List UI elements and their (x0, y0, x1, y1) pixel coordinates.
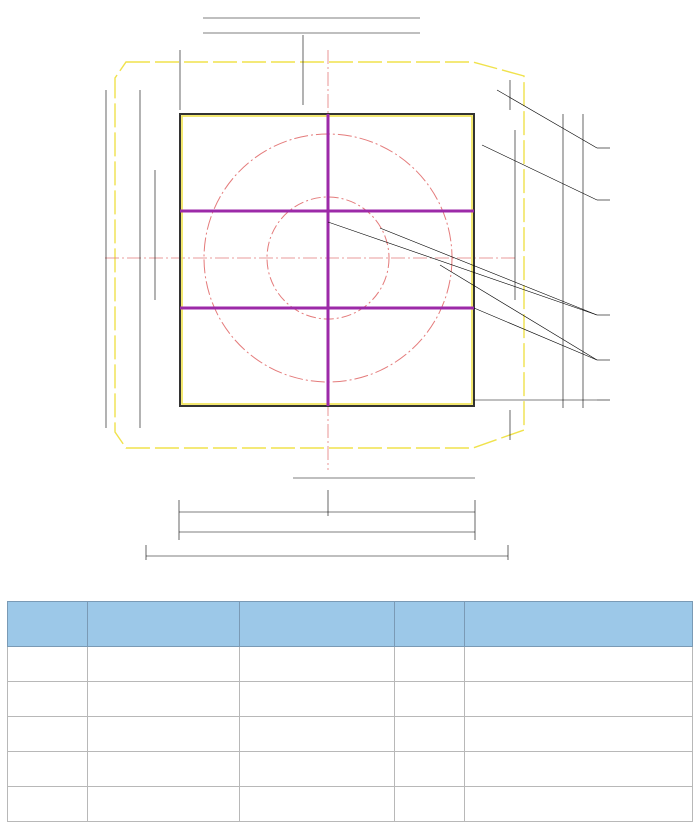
cell-name (240, 787, 395, 822)
table-row (8, 787, 693, 822)
table-row (8, 752, 693, 787)
cell-item (8, 787, 88, 822)
cell-qty (395, 787, 465, 822)
header-code (88, 602, 240, 647)
cell-qty (395, 717, 465, 752)
cell-material (465, 787, 693, 822)
cell-name (240, 682, 395, 717)
table-row (8, 647, 693, 682)
deck-outline (115, 62, 524, 448)
header-name (240, 602, 395, 647)
cell-material (465, 717, 693, 752)
cell-material (465, 647, 693, 682)
parts-list-table (7, 601, 693, 822)
cell-material (465, 752, 693, 787)
cell-qty (395, 647, 465, 682)
cell-code (88, 647, 240, 682)
cell-item (8, 717, 88, 752)
cell-code (88, 682, 240, 717)
cell-name (240, 752, 395, 787)
cell-code (88, 717, 240, 752)
cell-qty (395, 752, 465, 787)
table-header-row (8, 602, 693, 647)
header-qty (395, 602, 465, 647)
header-material (465, 602, 693, 647)
table-row (8, 717, 693, 752)
table-row (8, 682, 693, 717)
cell-qty (395, 682, 465, 717)
dimension-lines (106, 80, 583, 560)
cell-code (88, 787, 240, 822)
cell-item (8, 647, 88, 682)
cell-name (240, 717, 395, 752)
leader-lines (180, 35, 610, 400)
cell-item (8, 752, 88, 787)
cell-item (8, 682, 88, 717)
cell-name (240, 647, 395, 682)
cell-material (465, 682, 693, 717)
header-item (8, 602, 88, 647)
cell-code (88, 752, 240, 787)
